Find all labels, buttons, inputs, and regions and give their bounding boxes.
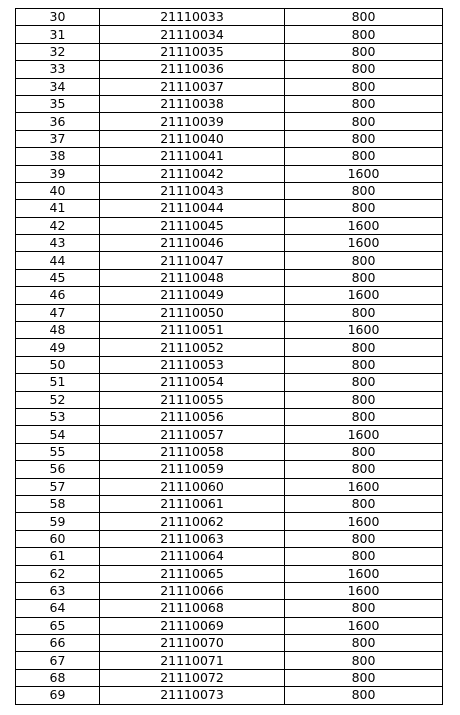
table-row	[16, 252, 443, 269]
amount-cell: 800	[285, 339, 443, 356]
row-number-cell: 48	[16, 322, 100, 339]
row-number-cell: 32	[16, 43, 100, 60]
amount-cell: 800	[285, 26, 443, 43]
table-row	[16, 426, 443, 443]
amount-cell: 800	[285, 652, 443, 669]
code-cell: 21110052	[100, 339, 285, 356]
row-number-cell: 40	[16, 182, 100, 199]
table-row	[16, 652, 443, 669]
amount-cell: 1600	[285, 217, 443, 234]
code-cell: 21110034	[100, 26, 285, 43]
table-row	[16, 322, 443, 339]
amount-cell: 800	[285, 548, 443, 565]
code-cell: 21110072	[100, 669, 285, 686]
table-row	[16, 635, 443, 652]
row-number-cell: 54	[16, 426, 100, 443]
amount-cell: 800	[285, 9, 443, 26]
amount-cell: 800	[285, 443, 443, 460]
amount-cell: 1600	[285, 565, 443, 582]
amount-cell: 800	[285, 635, 443, 652]
table-row	[16, 200, 443, 217]
amount-cell: 1600	[285, 426, 443, 443]
table-row	[16, 356, 443, 373]
code-cell: 21110064	[100, 548, 285, 565]
table-row	[16, 617, 443, 634]
row-number-cell: 64	[16, 600, 100, 617]
row-number-cell: 63	[16, 582, 100, 599]
amount-cell: 1600	[285, 582, 443, 599]
amount-cell: 1600	[285, 235, 443, 252]
amount-cell: 800	[285, 408, 443, 425]
row-number-cell: 39	[16, 165, 100, 182]
table-row	[16, 530, 443, 547]
code-cell: 21110046	[100, 235, 285, 252]
code-cell: 21110035	[100, 43, 285, 60]
code-cell: 21110037	[100, 78, 285, 95]
amount-cell: 800	[285, 95, 443, 112]
row-number-cell: 56	[16, 461, 100, 478]
code-cell: 21110059	[100, 461, 285, 478]
table-row	[16, 600, 443, 617]
code-cell: 21110054	[100, 374, 285, 391]
amount-cell: 1600	[285, 617, 443, 634]
table-row	[16, 548, 443, 565]
code-cell: 21110051	[100, 322, 285, 339]
code-cell: 21110047	[100, 252, 285, 269]
row-number-cell: 50	[16, 356, 100, 373]
table-row	[16, 443, 443, 460]
code-cell: 21110042	[100, 165, 285, 182]
table-row	[16, 182, 443, 199]
amount-cell: 800	[285, 530, 443, 547]
amount-cell: 800	[285, 374, 443, 391]
row-number-cell: 38	[16, 148, 100, 165]
code-cell: 21110061	[100, 495, 285, 512]
table-row	[16, 565, 443, 582]
amount-cell: 800	[285, 461, 443, 478]
row-number-cell: 57	[16, 478, 100, 495]
row-number-cell: 68	[16, 669, 100, 686]
table-row	[16, 217, 443, 234]
table-row	[16, 339, 443, 356]
row-number-cell: 60	[16, 530, 100, 547]
row-number-cell: 45	[16, 269, 100, 286]
code-cell: 21110055	[100, 391, 285, 408]
table-row	[16, 495, 443, 512]
code-cell: 21110044	[100, 200, 285, 217]
row-number-cell: 55	[16, 443, 100, 460]
code-cell: 21110045	[100, 217, 285, 234]
row-number-cell: 61	[16, 548, 100, 565]
code-cell: 21110071	[100, 652, 285, 669]
amount-cell: 800	[285, 687, 443, 704]
code-cell: 21110050	[100, 304, 285, 321]
row-number-cell: 53	[16, 408, 100, 425]
code-cell: 21110057	[100, 426, 285, 443]
amount-cell: 800	[285, 252, 443, 269]
data-table-container	[15, 8, 442, 705]
row-number-cell: 41	[16, 200, 100, 217]
amount-cell: 800	[285, 304, 443, 321]
code-cell: 21110040	[100, 130, 285, 147]
table-row	[16, 130, 443, 147]
code-cell: 21110058	[100, 443, 285, 460]
code-cell: 21110053	[100, 356, 285, 373]
table-body	[16, 9, 443, 705]
table-row	[16, 669, 443, 686]
code-cell: 21110049	[100, 287, 285, 304]
code-cell: 21110070	[100, 635, 285, 652]
table-row	[16, 513, 443, 530]
row-number-cell: 34	[16, 78, 100, 95]
amount-cell: 1600	[285, 322, 443, 339]
table-row	[16, 43, 443, 60]
code-cell: 21110066	[100, 582, 285, 599]
row-number-cell: 59	[16, 513, 100, 530]
amount-cell: 800	[285, 200, 443, 217]
table-row	[16, 478, 443, 495]
amount-cell: 800	[285, 113, 443, 130]
amount-cell: 1600	[285, 513, 443, 530]
code-cell: 21110069	[100, 617, 285, 634]
row-number-cell: 51	[16, 374, 100, 391]
code-cell: 21110039	[100, 113, 285, 130]
amount-cell: 800	[285, 600, 443, 617]
table-row	[16, 148, 443, 165]
table-row	[16, 78, 443, 95]
amount-cell: 1600	[285, 165, 443, 182]
amount-cell: 1600	[285, 287, 443, 304]
table-row	[16, 374, 443, 391]
code-cell: 21110033	[100, 9, 285, 26]
amount-cell: 800	[285, 269, 443, 286]
amount-cell: 800	[285, 495, 443, 512]
amount-cell: 1600	[285, 478, 443, 495]
row-number-cell: 47	[16, 304, 100, 321]
row-number-cell: 69	[16, 687, 100, 704]
row-number-cell: 43	[16, 235, 100, 252]
table-row	[16, 165, 443, 182]
row-number-cell: 44	[16, 252, 100, 269]
data-table	[15, 8, 443, 705]
amount-cell: 800	[285, 43, 443, 60]
table-row	[16, 687, 443, 704]
code-cell: 21110065	[100, 565, 285, 582]
row-number-cell: 42	[16, 217, 100, 234]
row-number-cell: 33	[16, 61, 100, 78]
row-number-cell: 65	[16, 617, 100, 634]
row-number-cell: 52	[16, 391, 100, 408]
code-cell: 21110068	[100, 600, 285, 617]
table-row	[16, 304, 443, 321]
code-cell: 21110036	[100, 61, 285, 78]
code-cell: 21110043	[100, 182, 285, 199]
row-number-cell: 66	[16, 635, 100, 652]
amount-cell: 800	[285, 148, 443, 165]
code-cell: 21110060	[100, 478, 285, 495]
table-row	[16, 269, 443, 286]
table-row	[16, 95, 443, 112]
row-number-cell: 62	[16, 565, 100, 582]
code-cell: 21110056	[100, 408, 285, 425]
row-number-cell: 31	[16, 26, 100, 43]
amount-cell: 800	[285, 391, 443, 408]
amount-cell: 800	[285, 78, 443, 95]
code-cell: 21110048	[100, 269, 285, 286]
row-number-cell: 37	[16, 130, 100, 147]
table-row	[16, 113, 443, 130]
row-number-cell: 58	[16, 495, 100, 512]
code-cell: 21110073	[100, 687, 285, 704]
amount-cell: 800	[285, 130, 443, 147]
row-number-cell: 46	[16, 287, 100, 304]
code-cell: 21110038	[100, 95, 285, 112]
row-number-cell: 36	[16, 113, 100, 130]
code-cell: 21110063	[100, 530, 285, 547]
code-cell: 21110041	[100, 148, 285, 165]
row-number-cell: 67	[16, 652, 100, 669]
table-row	[16, 408, 443, 425]
table-row	[16, 391, 443, 408]
table-row	[16, 461, 443, 478]
row-number-cell: 30	[16, 9, 100, 26]
table-row	[16, 61, 443, 78]
table-row	[16, 287, 443, 304]
table-row	[16, 9, 443, 26]
amount-cell: 800	[285, 182, 443, 199]
table-row	[16, 582, 443, 599]
table-row	[16, 235, 443, 252]
amount-cell: 800	[285, 61, 443, 78]
row-number-cell: 35	[16, 95, 100, 112]
amount-cell: 800	[285, 356, 443, 373]
amount-cell: 800	[285, 669, 443, 686]
table-row	[16, 26, 443, 43]
row-number-cell: 49	[16, 339, 100, 356]
code-cell: 21110062	[100, 513, 285, 530]
